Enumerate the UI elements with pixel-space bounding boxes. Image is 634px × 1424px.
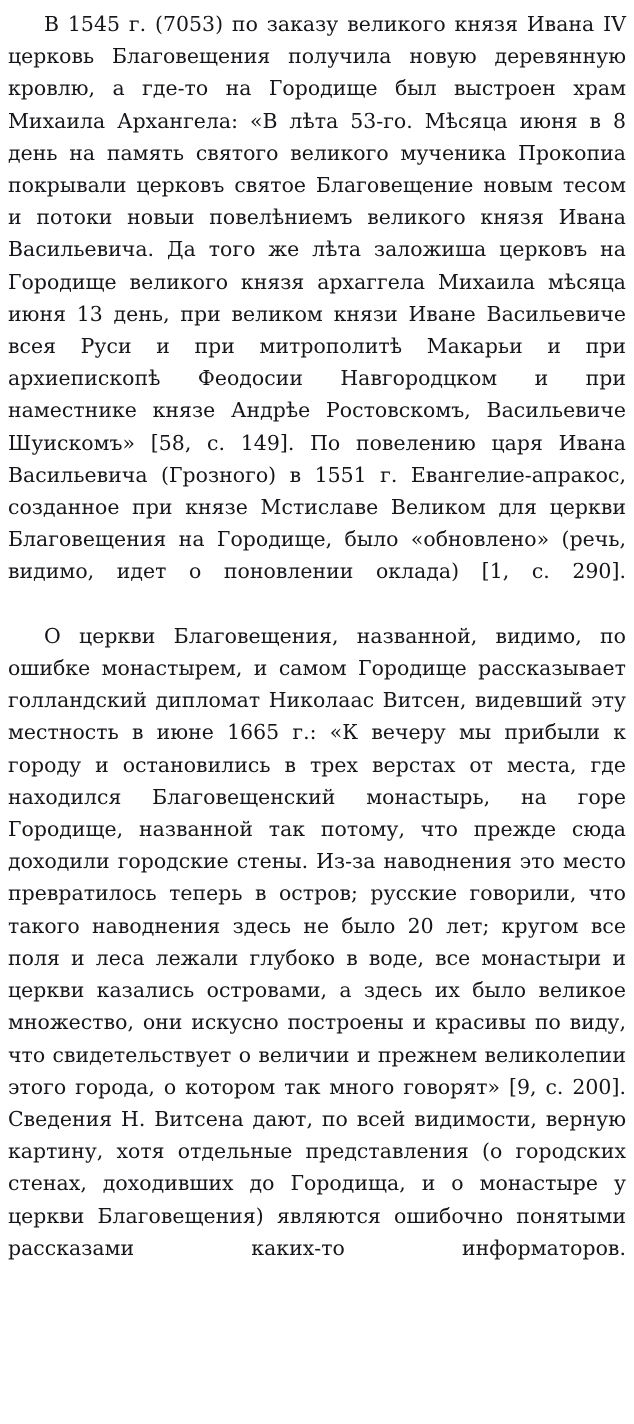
paragraph-1: В 1545 г. (7053) по заказу великого князя Ивана IV церковь Благовещения получила новую деревянную кровлю, а где-то на Городище был выстроен храм Михаила Архангела: «В лѣта 53-го. Мѣсяца июня в 8 день на память святого великого мученика Прокопиа покрывали церковъ святое Благовещение новым тесом и потоки новыи повелѣниемъ великого князя Ивана Васильевича. Да того же лѣта заложиша церковъ на Городище великого князя архаггела Михаила мѣсяца июня 13 день, при великом князи Иване Васильевиче всея Руси и при митрополитѣ Макарьи и при архиепископѣ Феодосии Навгородцком и при наместнике князе Андрѣе Ростовскомъ, Васильевиче Шуискомъ» [58, с. 149]. По повелению царя Ивана Васильевича (Грозного) в 1551 г. Евангелие-апракос, созданное при князе Мстиславе Великом для церкви Благовещения на Городище, было «обновлено» (речь, видимо, идет о поновлении оклада) [1, с. 290]. [8,12,626,584]
page-body [8,8,626,1296]
paragraph-2: О церкви Благовещения, названной, видимо, по ошибке монастырем, и самом Городище рассказывает голландский дипломат Николаас Витсен, видевший эту местность в июне 1665 г.: «К вечеру мы прибыли к городу и остановились в трех верстах от места, где находился Благовещенский монастырь, на горе Городище, названной так потому, что прежде сюда доходили городские стены. Из-за наводнения это место превратилось теперь в остров; русские говорили, что такого наводнения здесь не было 20 лет; кругом все поля и леса лежали глубоко в воде, все монастыри и церкви казались островами, а здесь их было великое множество, они искусно построены и красивы по виду, что свидетельствует о величии и прежнем великолепии этого города, о котором так много говорят» [9, с. 200]. Сведения Н. Витсена дают, по всей видимости, верную картину, хотя отдельные представления (о городских стенах, доходивших до Городища, и о монастыре у церкви Благовещения) являются ошибочно понятыми рассказами каких-то информаторов. [8,623,626,1260]
